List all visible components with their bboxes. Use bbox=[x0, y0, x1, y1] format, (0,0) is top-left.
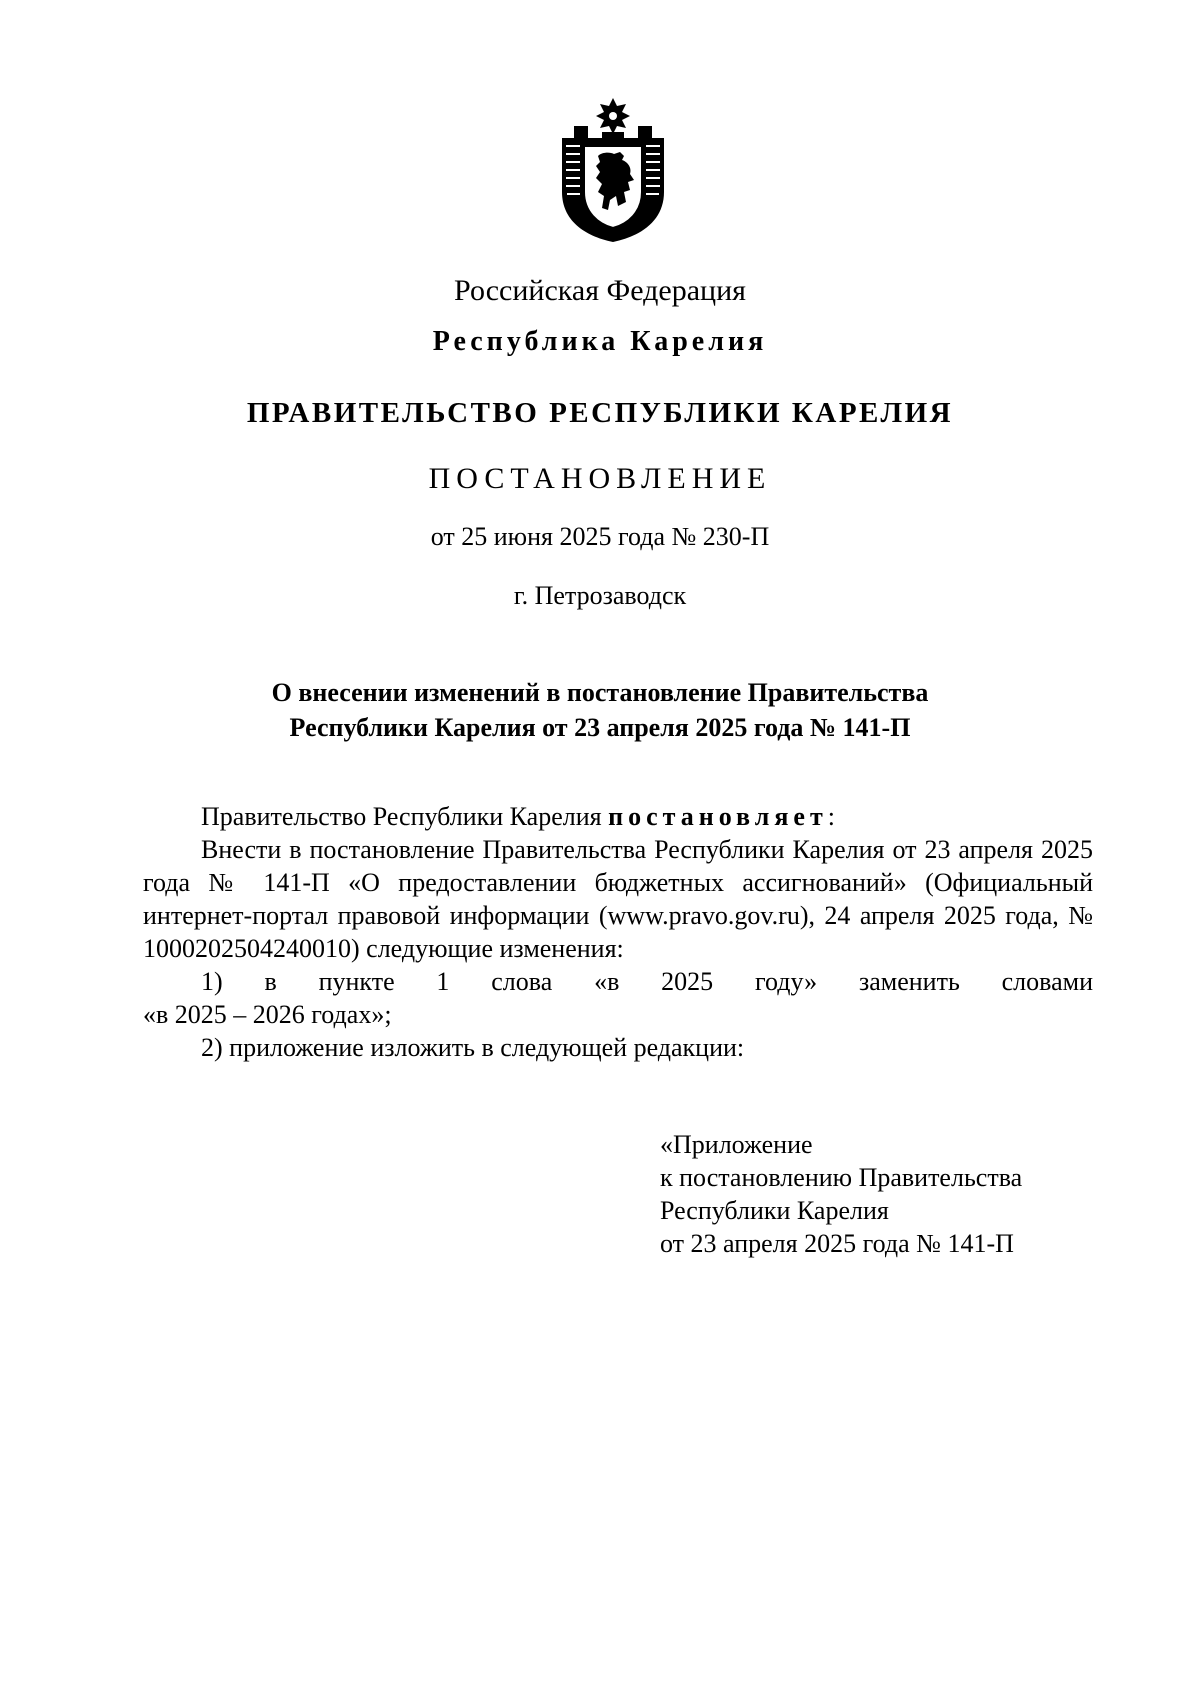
appendix-line-3: Республики Карелия bbox=[660, 1196, 889, 1225]
government-name: ПРАВИТЕЛЬСТВО РЕСПУБЛИКИ КАРЕЛИЯ bbox=[246, 397, 954, 429]
appendix-line-4: от 23 апреля 2025 года № 141-П bbox=[660, 1229, 1014, 1258]
document-date-number: от 25 июня 2025 года № 230-П bbox=[430, 522, 770, 551]
republic-name: Республика Карелия bbox=[432, 326, 768, 357]
appendix-line-2: к постановлению Правительства bbox=[660, 1163, 1023, 1192]
document-title bbox=[0, 675, 1200, 745]
intro-paragraph bbox=[143, 800, 1093, 833]
appendix-line-1: «Приложение bbox=[660, 1130, 813, 1159]
title-line-2: Республики Карелия от 23 апреля 2025 года № 141-П bbox=[289, 713, 911, 742]
item-2: 2) приложение изложить в следующей редакции: bbox=[201, 1033, 745, 1062]
document-type: ПОСТАНОВЛЕНИЕ bbox=[428, 462, 772, 495]
star-icon bbox=[596, 98, 630, 134]
item-1-line-1: 1) в пункте 1 слова «в 2025 году» заменить словами bbox=[201, 967, 1093, 996]
intro-text: Правительство Республики Карелия bbox=[201, 802, 609, 831]
appendix-block bbox=[660, 1128, 1022, 1260]
intro-colon: : bbox=[827, 802, 835, 831]
main-paragraph: Внести в постановление Правительства Республики Карелия от 23 апреля 2025 года № 141-П «О предоставлении бюджетных ассигнований» (Официальный интернет-портал правовой информации (www.pravo.gov.ru), 24 апреля 2025 года, № 1000202504240010) следующие изменения: bbox=[143, 835, 1093, 963]
country-name: Российская Федерация bbox=[454, 274, 746, 307]
coat-of-arms-icon bbox=[558, 96, 668, 244]
document-body bbox=[143, 800, 1093, 1064]
item-1-line-2: «в 2025 – 2026 годах»; bbox=[143, 1000, 392, 1029]
document-city: г. Петрозаводск bbox=[513, 581, 687, 610]
title-line-1: О внесении изменений в постановление Правительства bbox=[271, 678, 929, 707]
intro-decision-word: постановляет bbox=[608, 802, 828, 831]
